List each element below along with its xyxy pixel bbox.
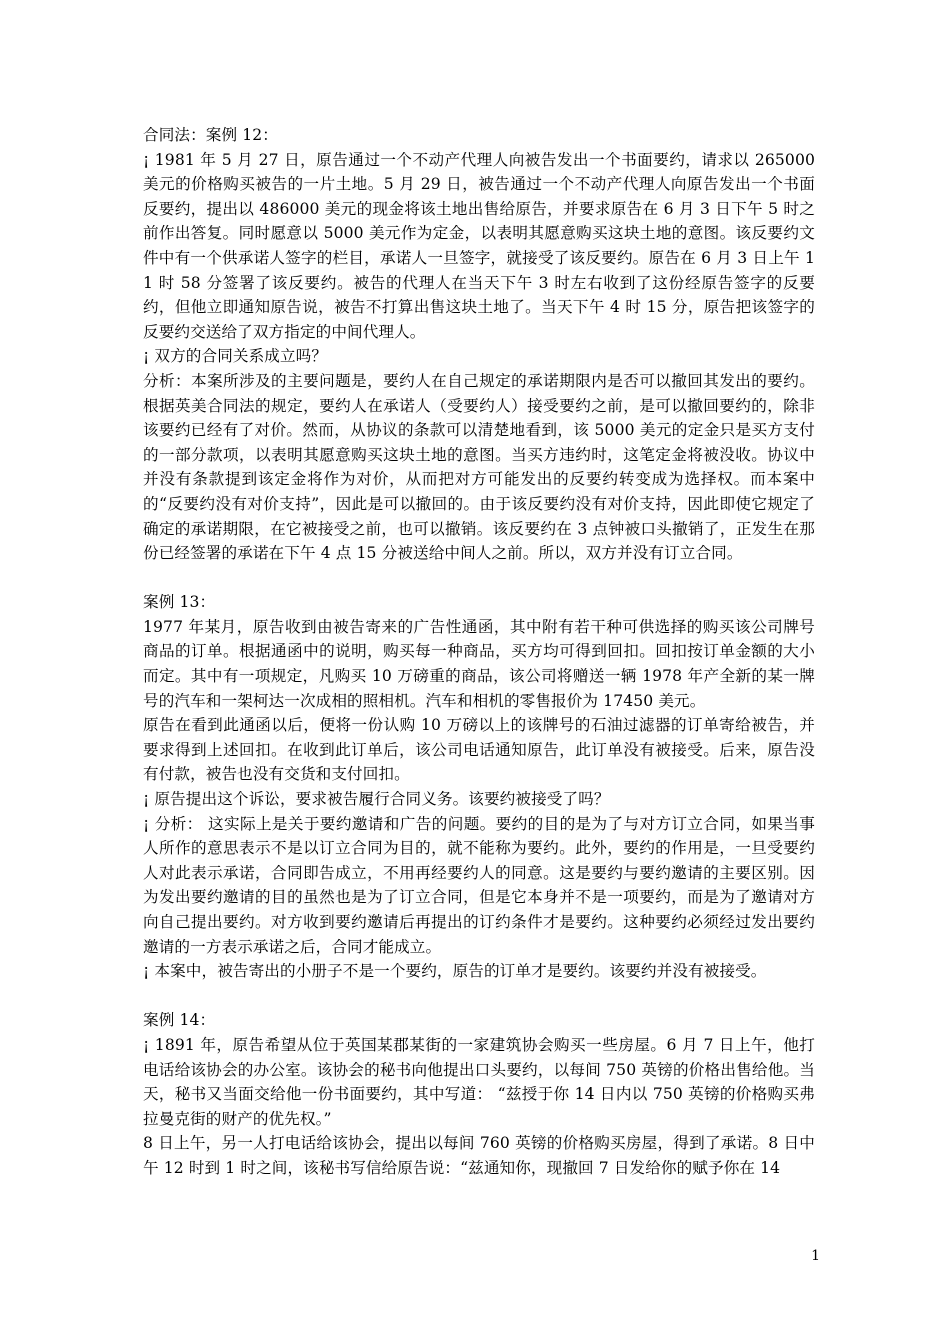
blank-line bbox=[143, 566, 815, 591]
case-14-heading: 案例 14： bbox=[143, 1011, 216, 1030]
case-14-facts: ¡ 1891 年，原告希望从位于英国某郡某街的一家建筑协会购买一些房屋。6 月 7 日上午，他打电话给该协会的办公室。该协会的秘书向他提出口头要约，以每间 750 英镑的价格出售给他。当天，秘书又当面交给他一份书面要约，其中写道： “兹授于你 14 日内以 750 英镑的价格购买弗拉曼克街的财产的优先权。” bbox=[143, 1035, 815, 1128]
case-12-heading: 合同法：案例 12： bbox=[143, 126, 278, 144]
case-14-facts-continued: 8 日上午，另一人打电话给该协会，提出以每间 760 英镑的价格购买房屋，得到了承诺。8 日中午 12 时到 1 时之间，该秘书写信给原告说：“兹通知你，现撤回 7 日发给你的赋予你在 14 bbox=[143, 1134, 815, 1177]
blank-line bbox=[143, 984, 815, 1009]
case-12-analysis: 分析：本案所涉及的主要问题是，要约人在自己规定的承诺期限内是否可以撤回其发出的要约。根据英美合同法的规定，要约人在承诺人（受要约人）接受要约之前，是可以撤回要约的，除非该要约已经有了对价。然而，从协议的条款可以清楚地看到，该 5000 美元的定金只是买方支付的一部分款项，以表明其愿意购买这块土地的意图。当买方违约时，这笔定金将被没收。协议中并没有条款提到该定金将作为对价，从而把对方可能发出的反要约转变成为选择权。而本案中的“反要约没有对价支持”，因此是可以撤回的。由于该反要约没有对价支持，因此即使它规定了确定的承诺期限，在它被接受之前，也可以撤销。该反要约在 3 点钟被口头撤销了，正发生在那份已经签署的承诺在下午 4 点 15 分被送给中间人之前。所以，双方并没有订立合同。 bbox=[143, 371, 815, 563]
case-13-facts-continued: 原告在看到此通函以后，便将一份认购 10 万磅以上的该牌号的石油过滤器的订单寄给被告，并要求得到上述回扣。在收到此订单后，该公司电话通知原告，此订单没有被接受。后来，原告没有付款，被告也没有交货和支付回扣。 bbox=[143, 716, 815, 784]
page-number: 1 bbox=[811, 1248, 820, 1264]
document-body bbox=[143, 123, 815, 1181]
case-13-conclusion: ¡ 本案中，被告寄出的小册子不是一个要约，原告的订单才是要约。该要约并没有被接受。 bbox=[143, 962, 767, 981]
case-12-question: ¡ 双方的合同关系成立吗？ bbox=[143, 347, 328, 366]
case-13-heading: 案例 13： bbox=[143, 593, 216, 612]
case-13-facts: 1977 年某月，原告收到由被告寄来的广告性通函，其中附有若干种可供选择的购买该公司牌号商品的订单。根据通函中的说明，购买每一种商品，买方均可得到回扣。回扣按订单金额的大小而定。其中有一项规定，凡购买 10 万磅重的商品，该公司将赠送一辆 1978 年产全新的某一牌号的汽车和一架柯达一次成相的照相机。汽车和相机的零售报价为 17450 美元。 bbox=[143, 617, 815, 710]
case-13-question: ¡ 原告提出这个诉讼，要求被告履行合同义务。该要约被接受了吗？ bbox=[143, 790, 610, 809]
case-13-analysis: ¡ 分析： 这实际上是关于要约邀请和广告的问题。要约的目的是为了与对方订立合同，如果当事人所作的意思表示不是以订立合同为目的，就不能称为要约。此外，要约的作用是，一旦受要约人对此表示承诺，合同即告成立，不用再经要约人的同意。这是要约与要约邀请的主要区别。因为发出要约邀请的目的虽然也是为了订立合同，但是它本身并不是一项要约，而是为了邀请对方向自己提出要约。对方收到要约邀请后再提出的订约条件才是要约。这种要约必须经过发出要约邀请的一方表示承诺之后，合同才能成立。 bbox=[143, 814, 815, 956]
case-12-facts: ¡ 1981 年 5 月 27 日，原告通过一个不动产代理人向被告发出一个书面要约，请求以 265000 美元的价格购买被告的一片土地。5 月 29 日，被告通过一个不动产代理人向原告发出一个书面反要约，提出以 486000 美元的现金将该土地出售给原告，并要求原告在 6 月 3 日下午 5 时之前作出答复。同时愿意以 5000 美元作为定金，以表明其愿意购买这块土地的意图。该反要约文件中有一个供承诺人签字的栏目，承诺人一旦签字，就接受了该反要约。原告在 6 月 3 日上午 11 时 58 分签署了该反要约。被告的代理人在当天下午 3 时左右收到了这份经原告签字的反要约，但他立即通知原告说，被告不打算出售这块土地了。当天下午 4 时 15 分，原告把该签字的反要约交送给了双方指定的中间代理人。 bbox=[143, 150, 815, 341]
